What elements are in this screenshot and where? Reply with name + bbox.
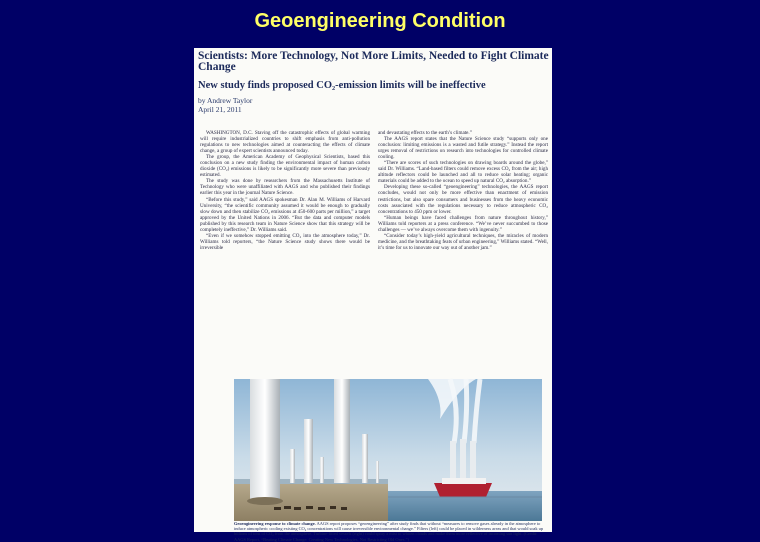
land-filters-scene	[234, 379, 388, 521]
paragraph: “Even if we somehow stopped emitting CO₂ into the atmosphere today,” Dr. Williams told reporters, “the Nature Science study shows there would be irreversible	[200, 232, 370, 251]
paragraph: “Human beings have faced challenges from nature throughout history,” Williams told reporters at a press conference. “We’ve never succumbed to those challenges — we’ve always overcome them with ingenuity.”	[378, 214, 548, 233]
article-column-left	[200, 130, 370, 251]
article-byline	[198, 96, 252, 114]
caption-lead: Geoengineering response to climate change.	[234, 521, 316, 526]
paragraph: “Before this study,” said AAGS spokesman Dr. Alan M. Williams of Harvard University, “the scientific community assumed it would be enough to gradually slow down and then stabilize CO₂ emissions at 450-600 parts per million,” a target approved by the United Nations in 2006. “But the data and computer models published by this research team in Nature Science show that this strategy will be completely ineffective,” Dr. Williams said.	[200, 196, 370, 233]
paragraph: The group, the American Academy of Geophysical Scientists, based this conclusion on a new study finding the environmental impact of human carbon dioxide (CO₂) emissions is likely to be significantly more severe than previously estimated.	[200, 154, 370, 179]
paragraph: Developing these so-called “geoengineering” technologies, the AAGS report concludes, would not only be more effective than enactment of emission restrictions, but also spare consumers and businesses from the heavy economic costs associated with the regulations necessary to reduce atmospheric CO₂ concentrations to 450 ppm or lower.	[378, 184, 548, 215]
article-subhead: New study finds proposed CO₂-emission limits will be ineffective	[198, 80, 486, 91]
paragraph: The AAGS report states that the Nature Science study “supports only one conclusion: limiting emissions is a wasted and futile strategy.” Instead the report urges removal of restrictions on research into technologies for controlled climate cooling.	[378, 136, 548, 161]
paragraph: The study was done by researchers from the Massachusetts Institute of Technology who were unaffiliated with AAGS and who published their findings earlier this year in the journal Nature Science.	[200, 178, 370, 197]
article-author: by Andrew Taylor	[198, 96, 253, 105]
paragraph: “Consider today’s high-yield agricultural techniques, the miracles of modern medicine, and the breathtaking feats of urban engineering,” Williams stated. “Well, it’s time for us to innovate our way out of another jam.”	[378, 232, 548, 251]
paragraph: and devastating effects to the earth’s climate.”	[378, 130, 472, 136]
article-image	[194, 48, 552, 542]
article-date: April 21, 2011	[198, 105, 242, 114]
slide-title: Geoengineering Condition	[254, 10, 506, 32]
caption-body: AAGS report proposes “geoengineering” after study finds that without “measures to remove gases already in the atmosphere to induce atmospheric cooling existing CO₂ concentrations will cause irreversible environmental change.” Filters (left) could be placed in wilderness areas and that would soak up billions of tons of CO₂ from the atmosphere. Turbine-fitted vessels (right) could spray a mist to whiten clouds and make them more reflective of incoming sun light. (Credit: AAGS Report, “Beating Climate Change: Creating New Technologies, Not Restricting Old Ones.”)	[234, 521, 544, 542]
article-column-right	[378, 130, 548, 251]
paragraph: “There are scores of such technologies on drawing boards around the globe,” said Dr. Williams. “Land-based filters could remove excess CO₂ from the air; high altitude reflectors could be launched and all to reduce solar heating; organic materials could be added to the ocean to speed up natural CO₂ absorption.”	[378, 160, 548, 185]
geoengineering-illustration	[234, 379, 542, 521]
cloud-ship-scene	[388, 379, 542, 521]
article-headline: Scientists: More Technology, Not More Limits, Needed to Fight Climate Change	[198, 50, 549, 73]
paragraph: WASHINGTON, D.C. Staving off the catastrophic effects of global warming will require industrialized countries to shift emphasis from anti-pollution regulations to new technologies aimed at counteracting the effects of climate change, a group of expert scientists announced today.	[200, 130, 370, 155]
figure-caption	[234, 521, 544, 542]
